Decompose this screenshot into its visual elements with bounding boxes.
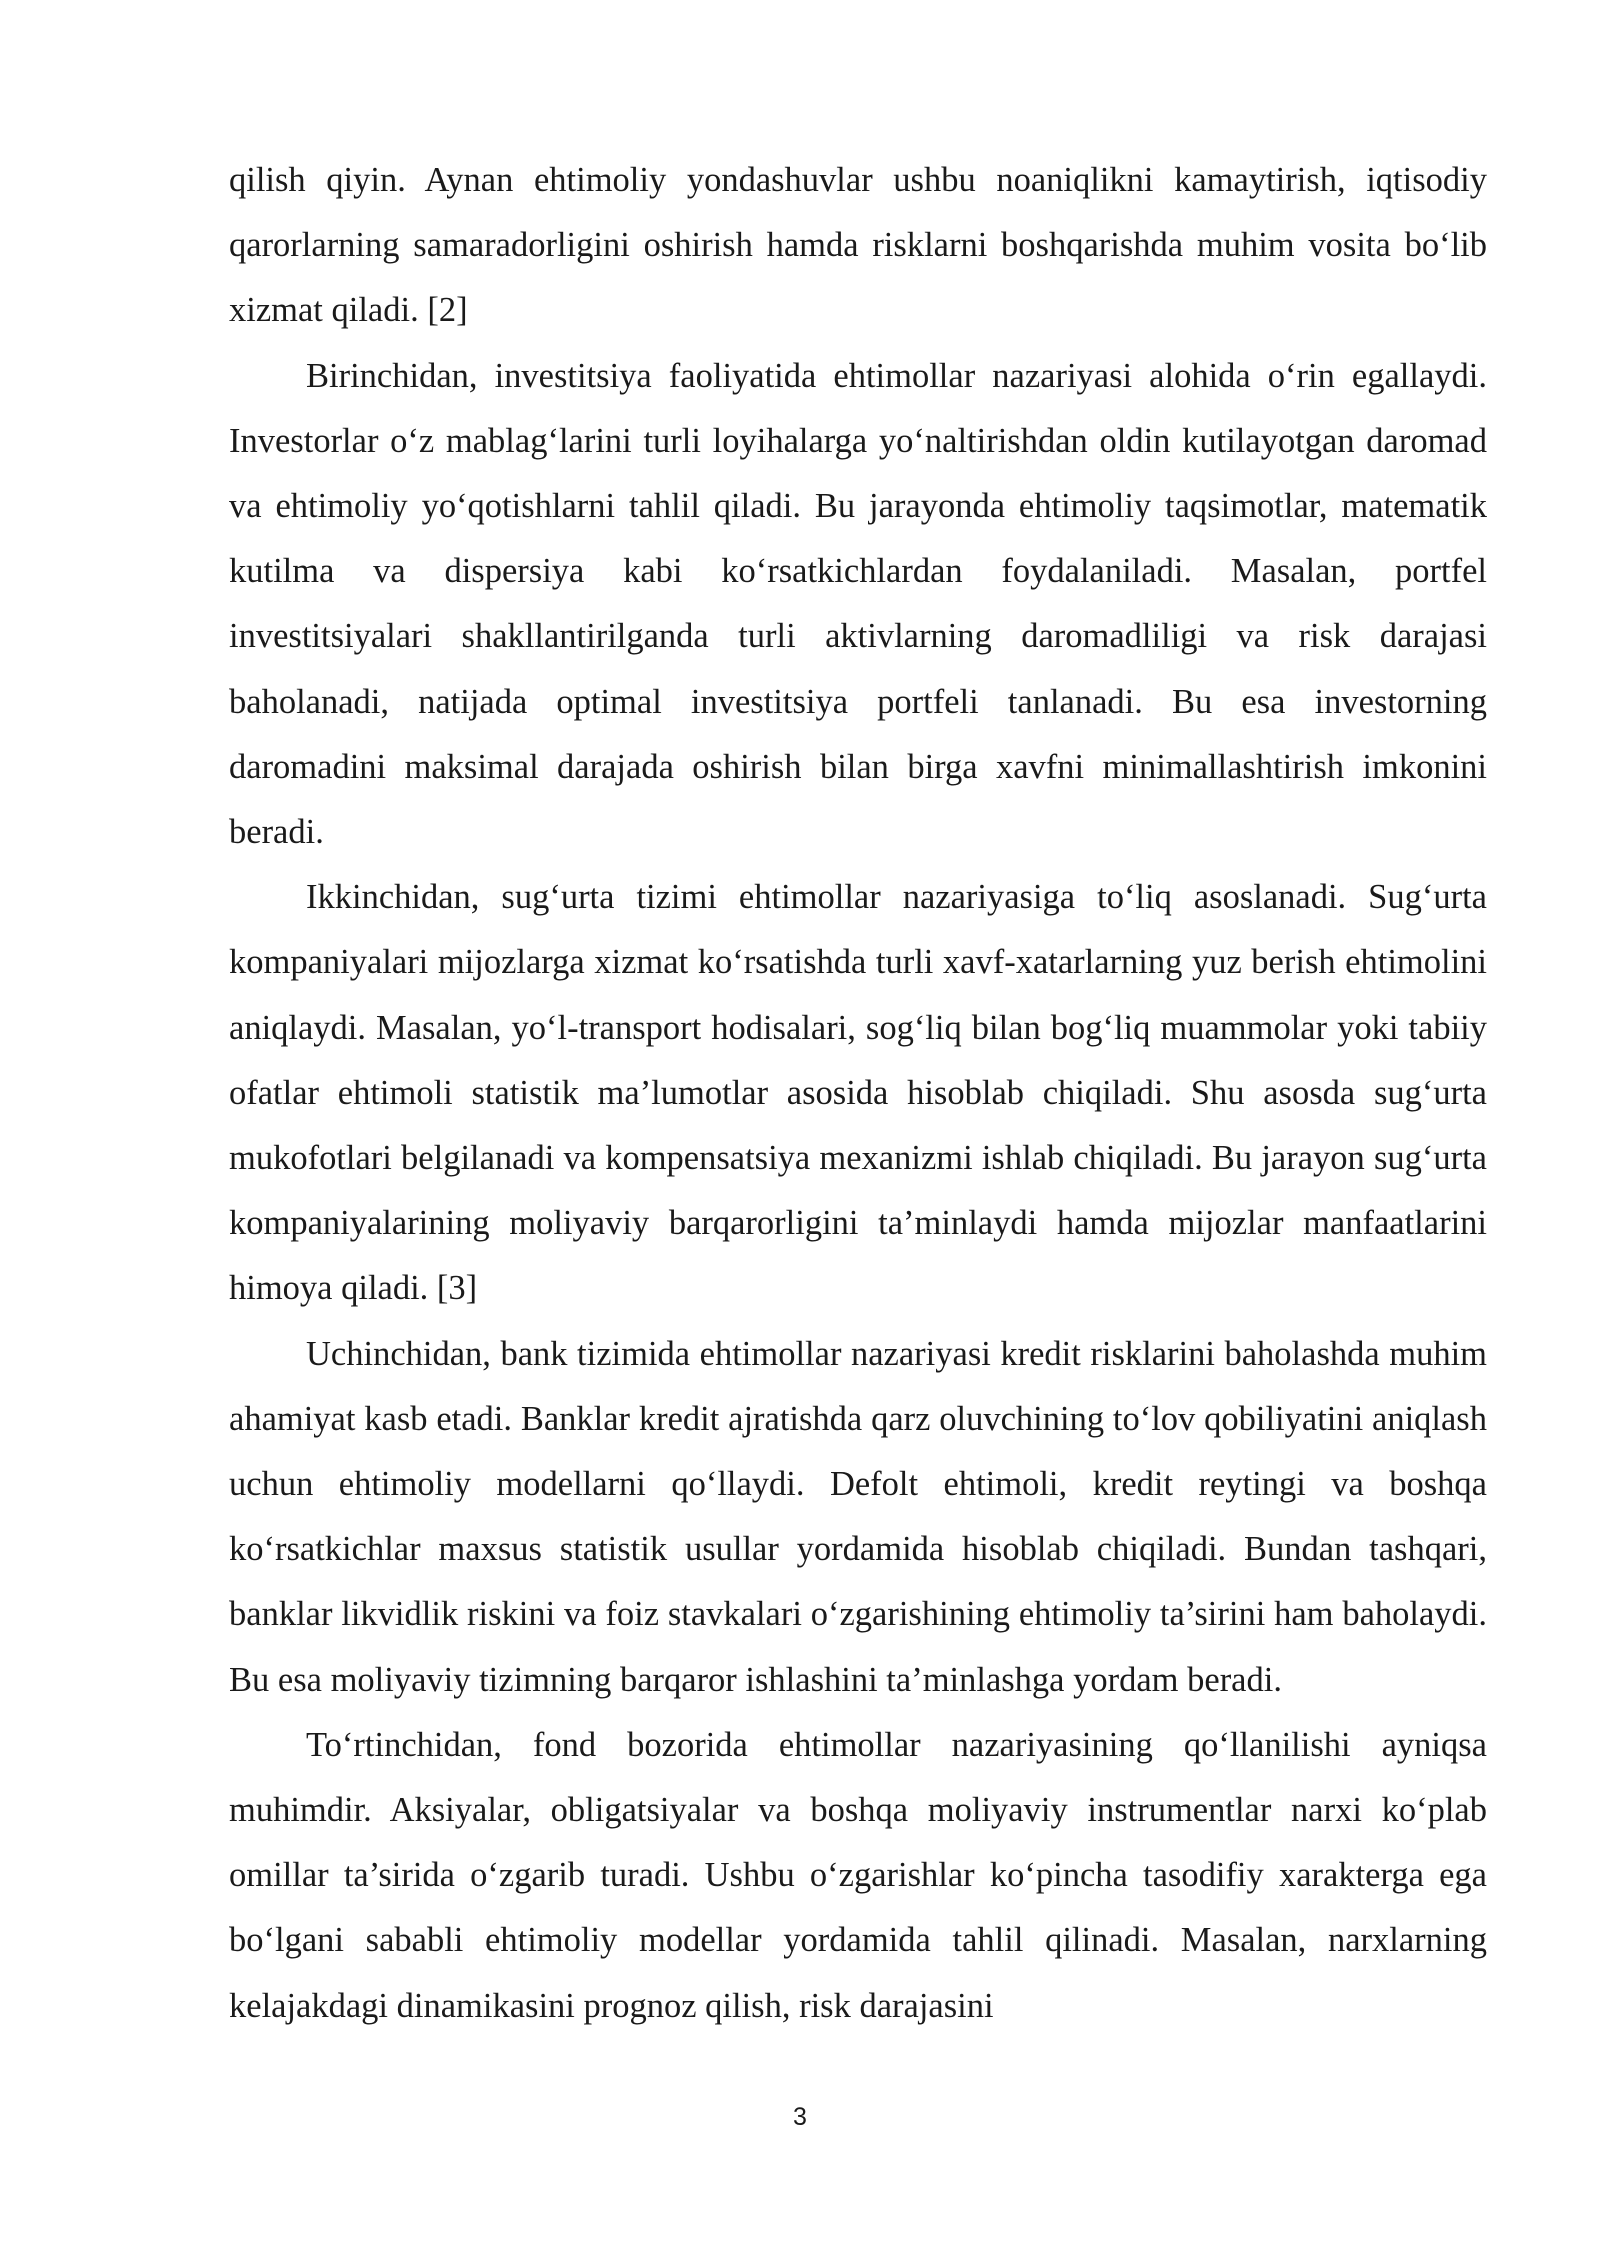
document-body (229, 148, 1487, 2039)
paragraph-insurance: Ikkinchidan, sug‘urta tizimi ehtimollar nazariyasiga to‘liq asoslanadi. Sug‘urta kompaniyalari mijozlarga xizmat ko‘rsatishda turli xavf-xatarlarning yuz berish ehtimolini aniqlaydi. Masalan, yo‘l-transport hodisalari, sog‘liq bilan bog‘liq muammolar yoki tabiiy ofatlar ehtimoli statistik ma’lumotlar asosida hisoblab chiqiladi. Shu asosda sug‘urta mukofotlari belgilanadi va kompensatsiya mexanizmi ishlab chiqiladi. Bu jarayon sug‘urta kompaniyalarining moliyaviy barqarorligini ta’minlaydi hamda mijozlar manfaatlarini himoya qiladi. [3] (229, 878, 1487, 1308)
page-number: 3 (793, 2103, 807, 2131)
paragraph-stock-market: To‘rtinchidan, fond bozorida ehtimollar nazariyasining qo‘llanilishi ayniqsa muhimdir. Aksiyalar, obligatsiyalar va boshqa moliyaviy instrumentlar narxi ko‘plab omillar ta’sirida o‘zgarib turadi. Ushbu o‘zgarishlar ko‘pincha tasodifiy xarakterga ega bo‘lgani sababli ehtimoliy modellar yordamida tahlil qilinadi. Masalan, narxlarning kelajakdagi dinamikasini prognoz qilish, risk darajasini (229, 1725, 1487, 2025)
paragraph-investment: Birinchidan, investitsiya faoliyatida ehtimollar nazariyasi alohida o‘rin egallaydi. Investorlar o‘z mablag‘larini turli loyihalarga yo‘naltirishdan oldin kutilayotgan daromad va ehtimoliy yo‘qotishlarni tahlil qiladi. Bu jarayonda ehtimoliy taqsimotlar, matematik kutilma va dispersiya kabi ko‘rsatkichlardan foydalaniladi. Masalan, portfel investitsiyalari shakllantirilganda turli aktivlarning daromadliligi va risk darajasi baholanadi, natijada optimal investitsiya portfeli tanlanadi. Bu esa investorning daromadini maksimal darajada oshirish bilan birga xavfni minimallashtirish imkonini beradi. (229, 356, 1487, 852)
paragraph-continuation: qilish qiyin. Aynan ehtimoliy yondashuvlar ushbu noaniqlikni kamaytirish, iqtisodiy qarorlarning samaradorligini oshirish hamda risklarni boshqarishda muhim vosita bo‘lib xizmat qiladi. [2] (229, 161, 1487, 330)
paragraph-banking: Uchinchidan, bank tizimida ehtimollar nazariyasi kredit risklarini baholashda muhim ahamiyat kasb etadi. Banklar kredit ajratishda qarz oluvchining to‘lov qobiliyatini aniqlash uchun ehtimoliy modellarni qo‘llaydi. Defolt ehtimoli, kredit reytingi va boshqa ko‘rsatkichlar maxsus statistik usullar yordamida hisoblab chiqiladi. Bundan tashqari, banklar likvidlik riskini va foiz stavkalari o‘zgarishining ehtimoliy ta’sirini ham baholaydi. Bu esa moliyaviy tizimning barqaror ishlashini ta’minlashga yordam beradi. (229, 1334, 1487, 1699)
